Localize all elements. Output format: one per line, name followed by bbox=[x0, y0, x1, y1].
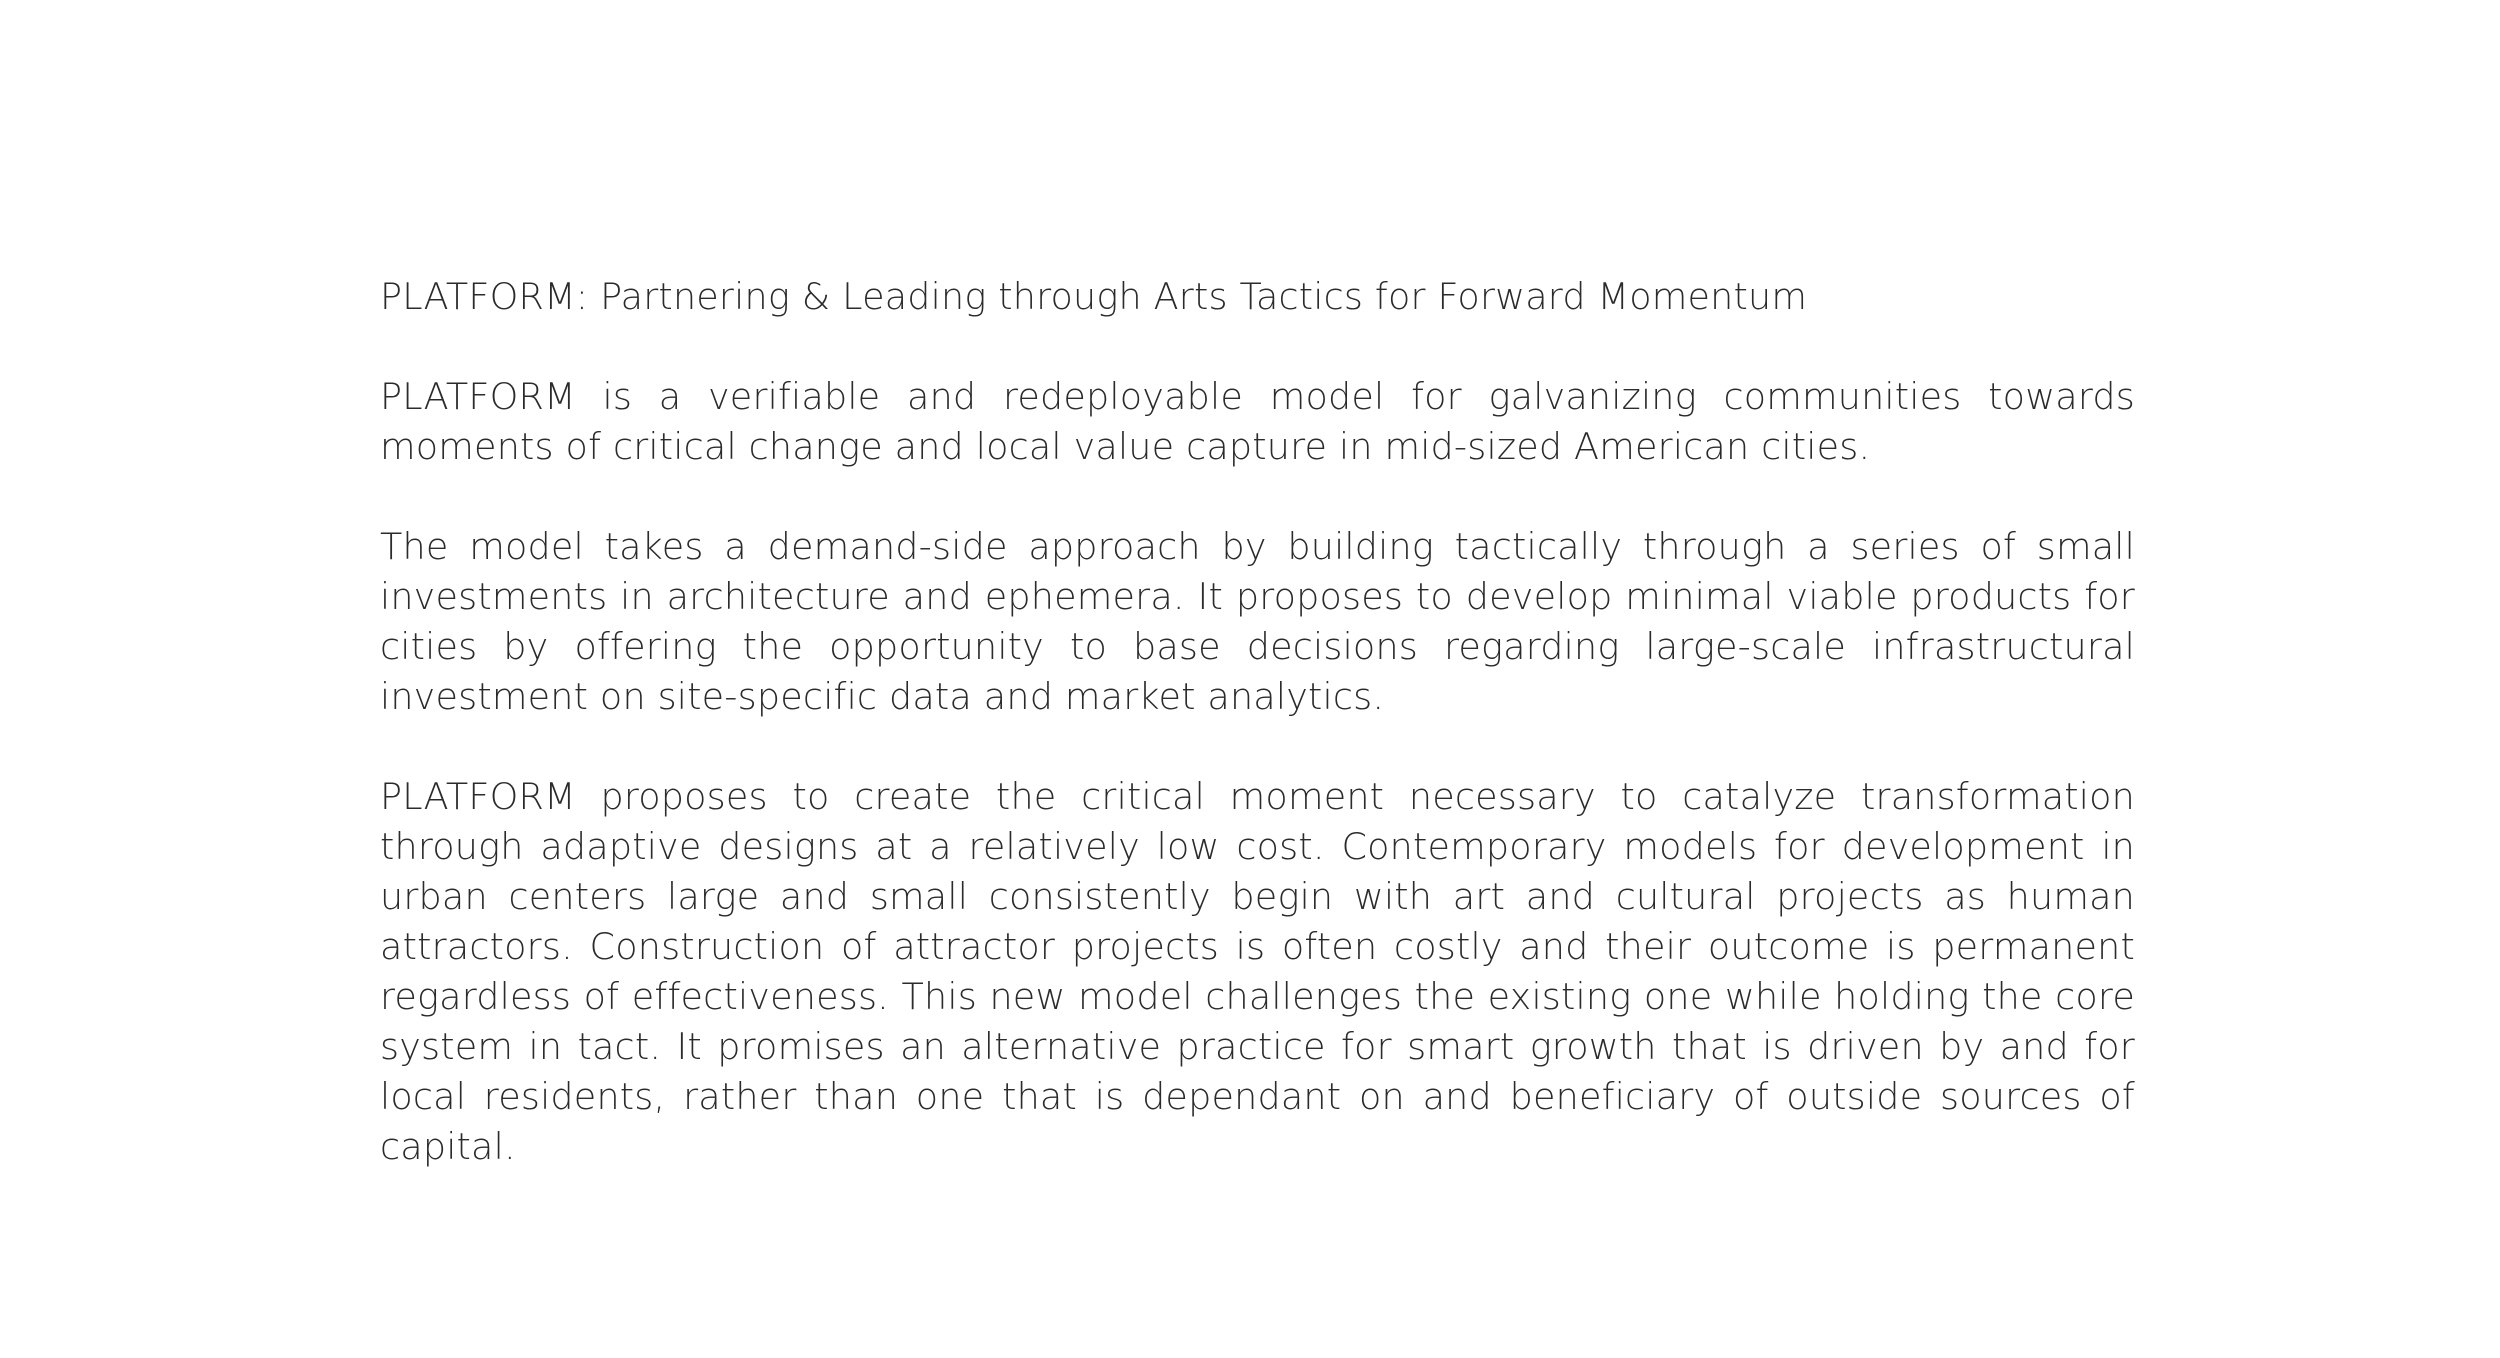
paragraph-model: The model takes a demand-side approach by building tactically through a series of small investments in architecture and ephemera. It proposes to develop minimal viable products for cities by offering the opportunity to base decisions regarding large-scale infrastructural investment on site-specific data and market analytics. bbox=[380, 525, 2135, 718]
document-title: PLATFORM: Partnering & Leading through Arts Tactics for Forward Momentum bbox=[380, 275, 1808, 318]
paragraph-intro: PLATFORM is a verifiable and redeployable model for galvanizing communities towards moments of critical change and local value capture in mid-sized American cities. bbox=[380, 375, 2135, 468]
paragraph-proposal: PLATFORM proposes to create the critical moment necessary to catalyze transformation through adaptive designs at a relatively low cost. Contemporary models for development in urban centers large and small consistently begin with art and cultural projects as human attractors. Construction of attractor projects is often costly and their outcome is permanent regardless of effectiveness. This new model challenges the existing one while holding the core system in tact. It promises an alternative practice for smart growth that is driven by and for local residents, rather than one that is dependant on and beneficiary of outside sources of capital. bbox=[380, 775, 2135, 1168]
text-block bbox=[380, 272, 2135, 1172]
